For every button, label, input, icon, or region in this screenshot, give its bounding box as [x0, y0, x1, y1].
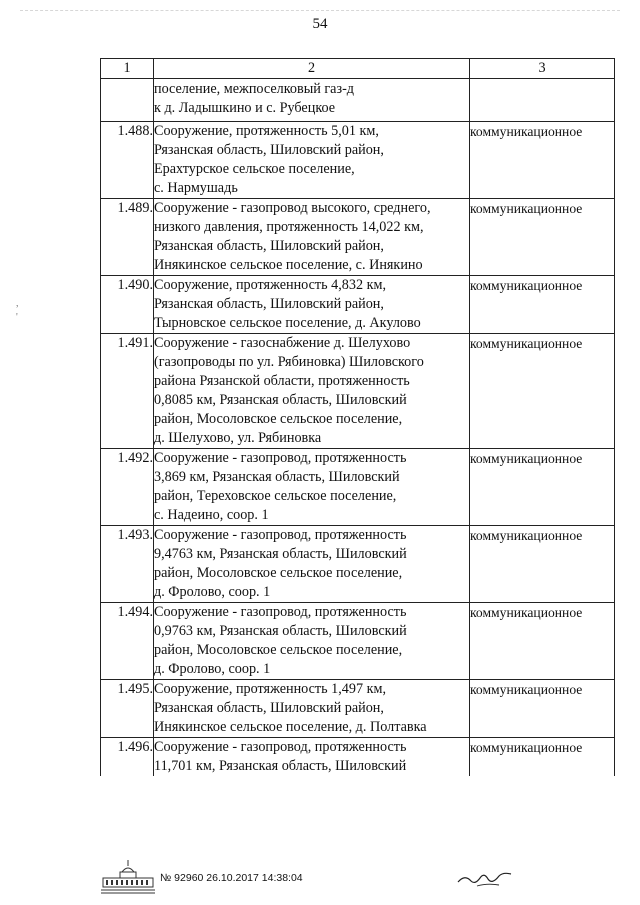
description-line: Сооружение - газопровод, протяженность: [154, 450, 407, 466]
table-row: [101, 680, 615, 738]
description-line: района Рязанской области, протяженность: [154, 373, 410, 389]
table-row: [101, 603, 615, 680]
table-row: [101, 334, 615, 449]
building-logo-icon: [100, 858, 156, 894]
table-row: [101, 199, 615, 276]
table-row: [101, 122, 615, 199]
description-line: Рязанская область, Шиловский район,: [154, 142, 384, 158]
object-description: [154, 526, 470, 603]
object-description: [154, 122, 470, 199]
description-line: район, Мосоловское сельское поселение,: [154, 642, 403, 658]
description-line: район, Мосоловское сельское поселение,: [154, 411, 403, 427]
row-number: 1.489.: [101, 199, 154, 276]
registration-stamp: № 92960 26.10.2017 14:38:04: [160, 872, 303, 884]
object-kind: коммуникационное: [470, 199, 615, 276]
row-number: 1.495.: [101, 680, 154, 738]
margin-mark: ,: [16, 298, 19, 309]
row-number: 1.488.: [101, 122, 154, 199]
row-number: 1.492.: [101, 449, 154, 526]
description-line: Сооружение, протяженность 5,01 км,: [154, 123, 379, 139]
object-kind: коммуникационное: [470, 276, 615, 334]
description-line: Рязанская область, Шиловский район,: [154, 238, 384, 254]
column-header-2: 2: [154, 59, 470, 79]
description-line: низкого давления, протяженность 14,022 км,: [154, 219, 424, 235]
registry-table: [100, 58, 615, 776]
object-description: [154, 334, 470, 449]
row-number-cell: [101, 79, 154, 122]
continuation-description: [154, 79, 470, 122]
object-kind: коммуникационное: [470, 680, 615, 738]
description-line: Сооружение, протяженность 1,497 км,: [154, 681, 387, 697]
table-row: [101, 738, 615, 777]
description-line: (газопроводы по ул. Рябиновка) Шиловского: [154, 354, 424, 370]
description-line: д. Шелухово, ул. Рябиновка: [154, 430, 322, 446]
description-line: поселение, межпоселковый газ-д: [154, 81, 355, 97]
description-line: Сооружение, протяженность 4,832 км,: [154, 277, 387, 293]
kind-cell: [470, 79, 615, 122]
object-kind: коммуникационное: [470, 449, 615, 526]
description-line: Тырновское сельское поселение, д. Акулово: [154, 315, 421, 331]
scan-artifact-line: [20, 10, 620, 12]
object-description: [154, 603, 470, 680]
table-header-row: [101, 59, 615, 79]
object-description: [154, 680, 470, 738]
signature-icon: [455, 866, 515, 890]
object-kind: коммуникационное: [470, 603, 615, 680]
description-line: Ерахтурское сельское поселение,: [154, 161, 355, 177]
description-line: 11,701 км, Рязанская область, Шиловский: [154, 758, 407, 774]
description-line: район, Тереховское сельское поселение,: [154, 488, 397, 504]
description-line: 0,8085 км, Рязанская область, Шиловский: [154, 392, 407, 408]
column-header-1: 1: [101, 59, 154, 79]
object-kind: коммуникационное: [470, 334, 615, 449]
description-line: д. Фролово, соор. 1: [154, 661, 271, 677]
description-line: Рязанская область, Шиловский район,: [154, 700, 384, 716]
row-number: 1.496.: [101, 738, 154, 777]
description-line: Инякинское сельское поселение, с. Инякино: [154, 257, 423, 273]
description-line: Сооружение - газоснабжение д. Шелухово: [154, 335, 411, 351]
description-line: 9,4763 км, Рязанская область, Шиловский: [154, 546, 407, 562]
object-kind: коммуникационное: [470, 526, 615, 603]
table-row: [101, 449, 615, 526]
column-header-3: 3: [470, 59, 615, 79]
object-kind: коммуникационное: [470, 122, 615, 199]
description-line: Сооружение - газопровод, протяженность: [154, 527, 407, 543]
row-number: 1.493.: [101, 526, 154, 603]
description-line: 0,9763 км, Рязанская область, Шиловский: [154, 623, 407, 639]
table-row: [101, 526, 615, 603]
description-line: с. Нармушадь: [154, 180, 238, 196]
object-description: [154, 276, 470, 334]
description-line: к д. Ладышкино и с. Рубецкое: [154, 100, 336, 116]
description-line: д. Фролово, соор. 1: [154, 584, 271, 600]
description-line: Сооружение - газопровод высокого, среднего,: [154, 200, 431, 216]
row-number: 1.490.: [101, 276, 154, 334]
row-number: 1.494.: [101, 603, 154, 680]
object-kind: коммуникационное: [470, 738, 615, 777]
description-line: Сооружение - газопровод, протяженность: [154, 739, 407, 755]
description-line: с. Надеино, соор. 1: [154, 507, 269, 523]
table-row: [101, 276, 615, 334]
continuation-row: [101, 79, 615, 122]
description-line: район, Мосоловское сельское поселение,: [154, 565, 403, 581]
page-number: 54: [312, 16, 328, 32]
object-description: [154, 738, 470, 777]
description-line: Инякинское сельское поселение, д. Полтавка: [154, 719, 427, 735]
margin-mark: ': [16, 312, 18, 323]
row-number: 1.491.: [101, 334, 154, 449]
object-description: [154, 199, 470, 276]
description-line: Рязанская область, Шиловский район,: [154, 296, 384, 312]
description-line: Сооружение - газопровод, протяженность: [154, 604, 407, 620]
object-description: [154, 449, 470, 526]
description-line: 3,869 км, Рязанская область, Шиловский: [154, 469, 400, 485]
